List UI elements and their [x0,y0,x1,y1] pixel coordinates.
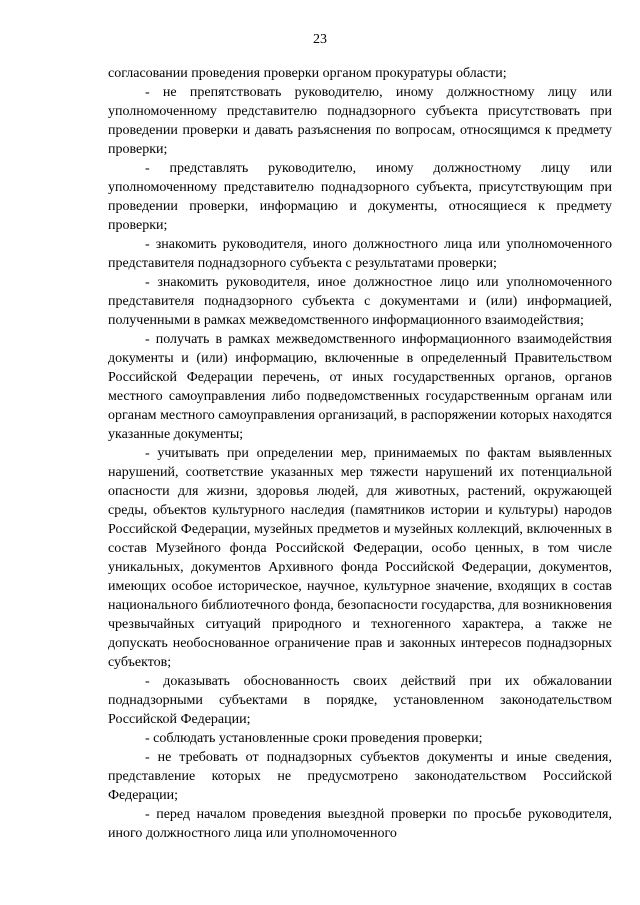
paragraph-obligation-observe-deadlines: - соблюдать установленные сроки проведения проверки; [145,731,483,746]
paragraph-obligation-not-require-documents: - не требовать от поднадзорных субъектов документы и иные сведения, представление которых не предусмотрено законодательством Российской Федерации; [108,750,612,803]
paragraph-obligation-provide-info: - представлять руководителю, иному должностному лицу или уполномоченному представителю поднадзорного субъекта, присутствующим при проведении проверки, информацию и документы, относящиеся к предмету проверки; [108,161,612,233]
paragraph-obligation-not-obstruct: - не препятствовать руководителю, иному должностному лицу или уполномоченному представителю поднадзорного субъекта присутствовать при проведении проверки и давать разъяснения по вопросам, относящимся к предмету проверки; [108,85,612,157]
paragraph-continuation: согласовании проведения проверки органом прокуратуры области; [108,66,507,81]
paragraph-obligation-before-onsite-check: - перед началом проведения выездной проверки по просьбе руководителя, иного должностного лица или уполномоченного [108,807,612,841]
paragraph-obligation-familiarize-results: - знакомить руководителя, иного должностного лица или уполномоченного представителя поднадзорного субъекта с результатами проверки; [108,237,612,271]
paragraph-obligation-familiarize-documents: - знакомить руководителя, иное должностное лицо или уполномоченного представителя поднадзорного субъекта с документами и (или) информацией, полученными в рамках межведомственного информационного взаимодействия; [108,275,612,328]
page-body [108,64,612,843]
paragraph-obligation-consider-measures: - учитывать при определении мер, принимаемых по фактам выявленных нарушений, соответствие указанных мер тяжести нарушений их потенциальной опасности для жизни, здоровья людей, для животных, растений, окружающей среды, объектов культурного наследия (памятников истории и культуры) народов Российской Федерации, музейных предметов и музейных коллекций, включенных в состав Музейного фонда Российской Федерации, особо ценных, в том числе уникальных, документов Архивного фонда Российской Федерации, документов, имеющих особое историческое, научное, культурное значение, входящих в состав национального библиотечного фонда, безопасности государства, для возникновения чрезвычайных ситуаций природного и техногенного характера, а также не допускать необоснованное ограничение прав и законных интересов поднадзорных субъектов; [108,446,612,670]
paragraph-obligation-prove-validity: - доказывать обоснованность своих действий при их обжаловании поднадзорными субъектами в порядке, установленном законодательством Российской Федерации; [108,674,612,727]
paragraph-obligation-obtain-documents: - получать в рамках межведомственного информационного взаимодействия документы и (или) информацию, включенные в определенный Правительством Российской Федерации перечень, от иных государственных органов, органов местного самоуправления либо подведомственных государственным органам или органам местного самоуправления организаций, в распоряжении которых находятся указанные документы; [108,332,612,442]
page-number: 23 [313,32,327,47]
